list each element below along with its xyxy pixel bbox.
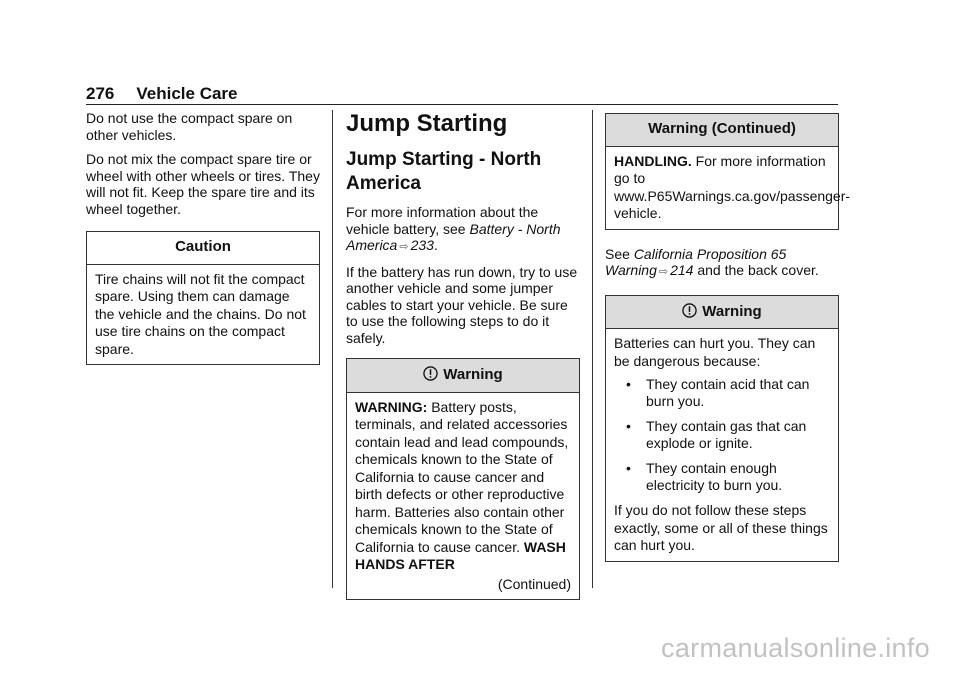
- handling-content: For more information go to www.P65Warnings.ca.gov/passenger-vehicle.: [614, 152, 851, 221]
- list-item: [614, 376, 830, 410]
- warning-body: [606, 329, 838, 561]
- bullet-icon: •: [626, 460, 631, 476]
- warning-body: [347, 393, 579, 600]
- warning-lead: WARNING:: [355, 398, 428, 415]
- warning-header: [606, 296, 838, 330]
- text: .: [433, 237, 438, 253]
- section-title: Vehicle Care: [136, 84, 238, 103]
- warning-continued-text: [614, 152, 851, 223]
- column-3: [605, 110, 851, 562]
- paragraph: Do not mix the compact spare tire or wheel with other wheels or tires. They will not fit. Keep the spare tire and its wheel together.: [86, 151, 320, 217]
- list-item-text: They contain gas that can explode or ignite.: [646, 418, 807, 451]
- list-item-text: They contain enough electricity to burn you.: [646, 460, 783, 493]
- text: and the back cover.: [693, 262, 819, 278]
- warning-tail: WASH HANDS AFTER: [355, 538, 566, 572]
- page-number: 276: [86, 84, 115, 103]
- paragraph: Do not use the compact spare on other vehicles.: [86, 110, 293, 143]
- warning-box: [346, 358, 580, 600]
- section-heading: Jump Starting: [346, 110, 508, 137]
- warning-title: Warning: [443, 366, 503, 383]
- continued-label: (Continued): [497, 575, 571, 592]
- text: See: [605, 245, 634, 262]
- bullet-icon: •: [626, 376, 631, 392]
- caution-title: Caution: [87, 232, 319, 265]
- page-arrow-icon: ⇨: [399, 241, 409, 253]
- column-2: [346, 110, 580, 600]
- caution-box: [86, 231, 320, 365]
- column-divider-1: [332, 110, 333, 588]
- list-item-text: They contain acid that can burn you.: [646, 376, 810, 409]
- bullet-icon: •: [626, 418, 631, 434]
- warning-outro: If you do not follow these steps exactly, some or all of these things can hurt you.: [614, 502, 828, 553]
- warning-continued-body: [606, 147, 851, 229]
- handling-lead: HANDLING.: [614, 152, 692, 169]
- warning-continued-box: [605, 113, 851, 230]
- cross-reference-text: California Proposition 65 Warning: [605, 245, 787, 278]
- caution-body: [87, 265, 319, 365]
- watermark: carmanualsonline.info: [661, 633, 930, 663]
- page-header: [86, 84, 238, 104]
- warning-intro: Batteries can hurt you. They can be dangerous because:: [614, 335, 816, 369]
- header-rule: [86, 104, 838, 105]
- cross-reference-page: 214: [670, 262, 694, 278]
- page-arrow-icon: ⇨: [658, 266, 669, 278]
- caution-text: Tire chains will not fit the compact spare. Using them can damage the vehicle and the chains. Do not use tire chains on the compact spare.: [95, 270, 306, 357]
- warning-box-2: [605, 295, 839, 562]
- list-item: [614, 418, 830, 452]
- column-divider-2: [592, 110, 593, 588]
- warning-text: [355, 399, 571, 574]
- subsection-heading: Jump Starting - North America: [346, 149, 542, 194]
- paragraph: If the battery has run down, try to use another vehicle and some jumper cables to start your vehicle. Be sure to use the following steps to do it safely.: [346, 263, 578, 346]
- cross-reference-page: 233: [410, 237, 434, 253]
- warning-icon: [423, 366, 438, 381]
- hazard-list: [614, 376, 830, 494]
- text: For more information about the vehicle battery, see: [346, 204, 539, 237]
- cross-reference-text: Battery - North America: [346, 220, 561, 253]
- paragraph: [605, 246, 839, 281]
- column-1: [86, 110, 320, 365]
- warning-header: [347, 359, 579, 393]
- list-item: [614, 460, 830, 494]
- paragraph: [346, 204, 580, 256]
- warning-continued-title: Warning (Continued): [606, 114, 838, 147]
- warning-title: Warning: [702, 302, 762, 320]
- warning-icon: [682, 303, 697, 318]
- warning-content: Battery posts, terminals, and related accessories contain lead and lead compounds, chemicals known to the State of California to cause cancer and birth defects or other reproductive harm. Batteries also contain other chemicals known to the State of California to cause cancer.: [355, 398, 569, 555]
